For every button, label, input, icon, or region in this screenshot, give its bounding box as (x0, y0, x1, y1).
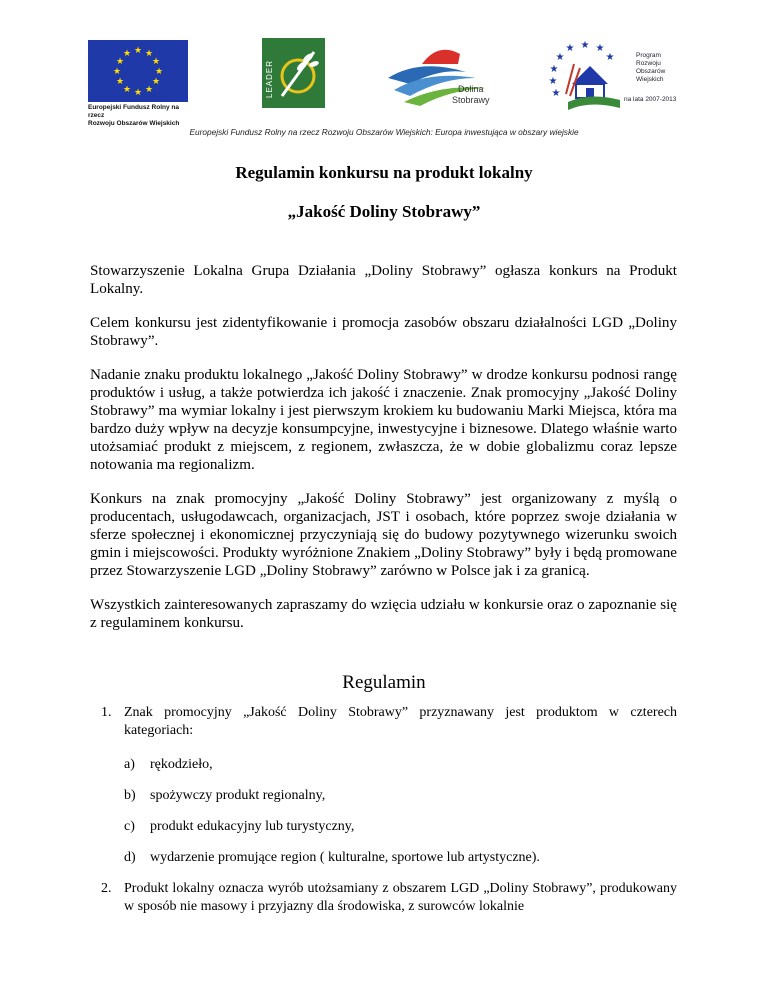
eu-logo (88, 40, 188, 127)
svg-text:★: ★ (595, 43, 605, 54)
dolina-stobrawy-logo (380, 38, 512, 118)
prow-emblem-icon (540, 38, 630, 118)
svg-text:★: ★ (112, 67, 122, 77)
prow-line: Wiejskich (636, 76, 664, 83)
svg-text:★: ★ (144, 49, 154, 59)
sublist (124, 756, 677, 867)
eu-caption (88, 104, 188, 128)
svg-text:★: ★ (151, 57, 161, 67)
svg-text:★: ★ (133, 46, 143, 56)
sublist-letter: c) (124, 819, 135, 834)
svg-text:★: ★ (548, 76, 558, 87)
svg-text:★: ★ (549, 64, 559, 75)
document-body (90, 262, 677, 648)
paragraph: Stowarzyszenie Lokalna Grupa Działania „Doliny Stobrawy” ogłasza konkurs na Produkt Lokalny. (90, 263, 677, 297)
sublist-text: spożywczy produkt regionalny, (150, 788, 326, 803)
sublist-letter: a) (124, 757, 135, 772)
funding-caption: Europejski Fundusz Rolny na rzecz Rozwoju Obszarów Wiejskich: Europa inwestująca w obszary wiejskie (189, 127, 579, 137)
svg-text:★: ★ (580, 40, 590, 51)
leader-text: LEADER (265, 59, 274, 98)
svg-text:★: ★ (151, 77, 161, 87)
eu-caption-line2: Rozwoju Obszarów Wiejskich (88, 120, 180, 127)
dolina-emblem-icon (380, 38, 512, 118)
svg-text:★: ★ (122, 49, 132, 59)
sublist-item (124, 849, 677, 867)
eu-caption-line1: Europejski Fundusz Rolny na rzecz (88, 104, 180, 119)
prow-years: na lata 2007-2013 (624, 96, 677, 103)
svg-text:★: ★ (605, 52, 615, 63)
regulamin-list (90, 704, 677, 930)
sublist-item (124, 756, 677, 774)
prow-line: Obszarów (636, 68, 666, 75)
list-item-number: 1. (101, 705, 112, 720)
sublist-item (124, 787, 677, 805)
sublist-text: produkt edukacyjny lub turystyczny, (150, 819, 355, 834)
logo-strip (0, 38, 768, 128)
list-item (90, 704, 677, 740)
svg-text:★: ★ (133, 88, 143, 98)
dolina-line2: Stobrawy (452, 95, 490, 105)
sublist-text: rękodzieło, (150, 757, 213, 772)
list-item-number: 2. (101, 881, 112, 896)
svg-text:★: ★ (115, 77, 125, 87)
sublist-text: wydarzenie promujące region ( kulturalne, sportowe lub artystyczne). (150, 850, 540, 865)
paragraph: Wszystkich zainteresowanych zapraszamy do wzięcia udziału w konkursie oraz o zapoznanie się z regulaminem konkursu. (90, 597, 677, 631)
prow-text (636, 52, 665, 84)
paragraph: Celem konkursu jest zidentyfikowanie i promocja zasobów obszaru działalności LGD „Doliny Stobrawy”. (90, 315, 677, 349)
dolina-line1: Dolina (458, 84, 484, 94)
sublist-letter: d) (124, 850, 136, 865)
prow-logo (540, 38, 680, 118)
regulamin-heading: Regulamin (342, 672, 426, 693)
dolina-text (452, 84, 490, 106)
svg-text:★: ★ (555, 52, 565, 63)
list-item-text: Produkt lokalny oznacza wyrób utożsamiany z obszarem LGD „Doliny Stobrawy”, produkowany w sposób nie masowy i przyjazny dla środowiska, z surowców lokalnie (124, 881, 677, 914)
leader-logo (262, 38, 325, 108)
eu-stars-icon (88, 40, 188, 102)
paragraph: Konkurs na znak promocyjny „Jakość Doliny Stobrawy” jest organizowany z myślą o producentach, usługodawcach, organizacjach, JST i osobach, które poprzez swoje działania w sferze społecznej i ekonomicznej przyczyniają się do budowy pozytywnego wizerunku swoich gmin i miejscowości. Produkty wyróżnione Znakiem „Doliny Stobrawy” były i będą promowane przez Stowarzyszenie LGD „Doliny Stobrawy” zarówno w Polsce jak i za granicą. (90, 491, 677, 579)
list-item-text: Znak promocyjny „Jakość Doliny Stobrawy” przyznawany jest produktom w czterech kategoriach: (124, 705, 677, 738)
prow-line: Program (636, 52, 661, 59)
svg-text:★: ★ (154, 67, 164, 77)
svg-text:★: ★ (551, 88, 561, 99)
svg-text:★: ★ (115, 57, 125, 67)
svg-text:★: ★ (122, 85, 132, 95)
paragraph: Nadanie znaku produktu lokalnego „Jakość Doliny Stobrawy” w drodze konkursu podnosi rangę produktów i usług, a także potwierdza ich jakość i znaczenie. Znak promocyjny „Jakość Doliny Stobrawy” ma wymiar lokalny i jest pierwszym krokiem ku budowaniu Marki Miejsca, która ma bardzo duży wpływ na decyzje konsumpcyjne, inwestycyjne i biznesowe. Dlatego właśnie warto utożsamiać produkt z miejscem, z regionem, zwłaszcza, że w dobie globalizmu coraz lepsze notowania ma regionalizm. (90, 367, 677, 473)
eu-flag-icon (88, 40, 188, 102)
sublist-letter: b) (124, 788, 136, 803)
list-item (90, 880, 677, 916)
svg-text:★: ★ (144, 85, 154, 95)
document-subtitle: „Jakość Doliny Stobrawy” (287, 202, 481, 221)
prow-line: Rozwoju (636, 60, 661, 67)
svg-text:★: ★ (565, 43, 575, 54)
sublist-item (124, 818, 677, 836)
document-title: Regulamin konkursu na produkt lokalny (235, 163, 533, 182)
